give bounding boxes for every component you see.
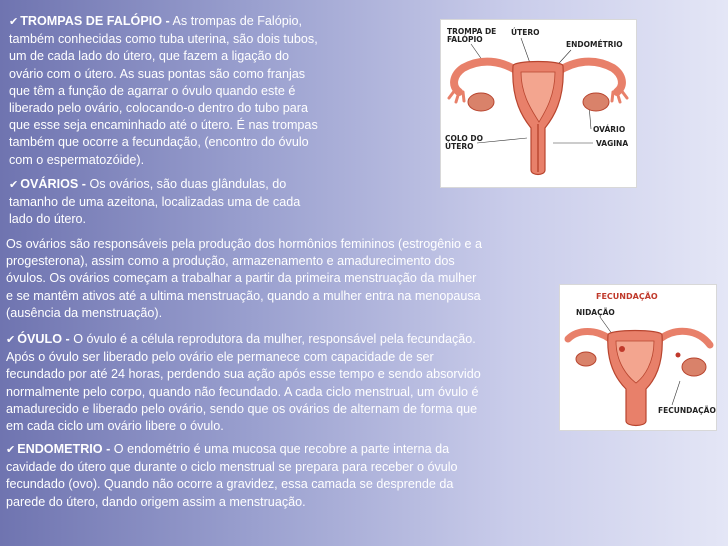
trompas-line-7: também que ocorre a fecundação, (encontro do óvulo (9, 135, 309, 150)
endometrio-line: fecundado (ovo). Quando não ocorre a gravidez, essa camada se desprende da (6, 477, 454, 492)
ovulo-line: fecundado por até 24 horas, perdendo sua ação após esse tempo e sendo absorvido (6, 367, 481, 382)
ovarios-paragraph-line: (ausência da menstruação). (6, 305, 163, 320)
label-nidacao: NIDAÇÃO (576, 308, 615, 317)
label-trompa-2: FALÓPIO (447, 35, 483, 44)
trompas-line-5: liberado pelo ovário, colocando-o dentro do tubo para (9, 101, 308, 116)
section-endometrio (6, 441, 551, 511)
label-fecundacao-title: FECUNDAÇÃO (596, 292, 658, 301)
trompas-title: TROMPAS DE FALÓPIO - (20, 14, 170, 28)
section-trompas (9, 13, 369, 169)
ovarios-line-1: tamanho de uma azeitona, localizadas uma de cada (9, 195, 301, 210)
label-ovario: OVÁRIO (593, 125, 626, 134)
label-fecundacao: FECUNDAÇÃO (658, 406, 716, 415)
label-colo-2: ÚTERO (445, 142, 474, 151)
ovulo-title: ÓVULO - (17, 332, 70, 346)
endometrio-line: parede do útero, dando origem assim a menstruação. (6, 494, 306, 509)
ovulo-line: em cada ciclo um ovário libere o óvulo. (6, 419, 224, 434)
label-vagina: VAGINA (596, 139, 629, 148)
checkmark-icon: ✔ (6, 334, 16, 346)
trompas-line-4: que têm a função de agarrar o óvulo quando este é (9, 83, 296, 98)
endometrio-title: ENDOMETRIO - (17, 442, 111, 456)
ovulo-line: amadurecido e liberado pelo ovário, sendo que os ovários de alternam de forma que (6, 401, 478, 416)
label-endometrio: ENDOMÉTRIO (566, 40, 623, 49)
trompas-line-6: que esse seja encaminhado até o útero. É nas trompas (9, 118, 318, 133)
ovulo-line-0: ✔ ÓVULO - O óvulo é a célula reprodutora da mulher, responsável pela fecundação. (6, 332, 476, 346)
trompas-line-0: ✔ TROMPAS DE FALÓPIO - As trompas de Falópio, (9, 14, 303, 28)
label-utero: ÚTERO (511, 28, 540, 37)
ovulo-line: Após o óvulo ser liberado pelo ovário ele permanece com capacidade de ser (6, 350, 434, 365)
ovarios-paragraph-line: progesterona), assim como a produção, armazenamento e amadurecimento dos (6, 254, 455, 269)
uterus-anatomy-figure (440, 19, 637, 188)
checkmark-icon: ✔ (9, 179, 19, 191)
label-trompa-1: TROMPA DE (447, 27, 497, 36)
section-ovarios (9, 176, 369, 229)
checkmark-icon: ✔ (9, 16, 19, 28)
label-colo-1: COLO DO (445, 134, 483, 143)
ovulo-line: normalmente pelo corpo, quando não fecundado. A cada ciclo menstrual, um óvulo é (6, 384, 479, 399)
trompas-line-3: ovário com o útero. As suas pontas são como franjas (9, 66, 306, 81)
fecundation-illustration (560, 285, 716, 430)
trompas-line-1: também conhecidas como tuba uterina, são dois tubos, (9, 32, 318, 47)
ovarios-line-2: lado do útero. (9, 212, 87, 227)
trompas-line-2: um de cada lado do útero, que fazem a ligação do (9, 49, 290, 64)
ovarios-paragraph-line: e se mantêm ativos até a ultima menstruação, quando a mulher entra na menopausa (6, 288, 481, 303)
ovarios-paragraph-line: Os ovários são responsáveis pela produção dos hormônios femininos (estrogênio e a (6, 237, 483, 251)
fecundation-figure (559, 284, 717, 431)
ovarios-line-0: ✔ OVÁRIOS - Os ovários, são duas glândulas, do (9, 177, 287, 191)
endometrio-line: cavidade do útero que durante o ciclo menstrual se prepara para receber o óvulo (6, 460, 458, 475)
trompas-line-8: com o espermatozóide). (9, 152, 145, 167)
section-ovulo (6, 331, 551, 435)
endometrio-line-0: ✔ ENDOMETRIO - O endométrio é uma mucosa que recobre a parte interna da (6, 442, 450, 456)
ovarios-paragraph-line: óvulos. Os ovários começam a trabalhar a partir da primeira menstruação da mulher (6, 271, 477, 286)
checkmark-icon: ✔ (6, 444, 16, 456)
section-ovarios-paragraph (6, 236, 551, 322)
uterus-anatomy-illustration (441, 20, 636, 187)
ovarios-title: OVÁRIOS - (20, 177, 86, 191)
